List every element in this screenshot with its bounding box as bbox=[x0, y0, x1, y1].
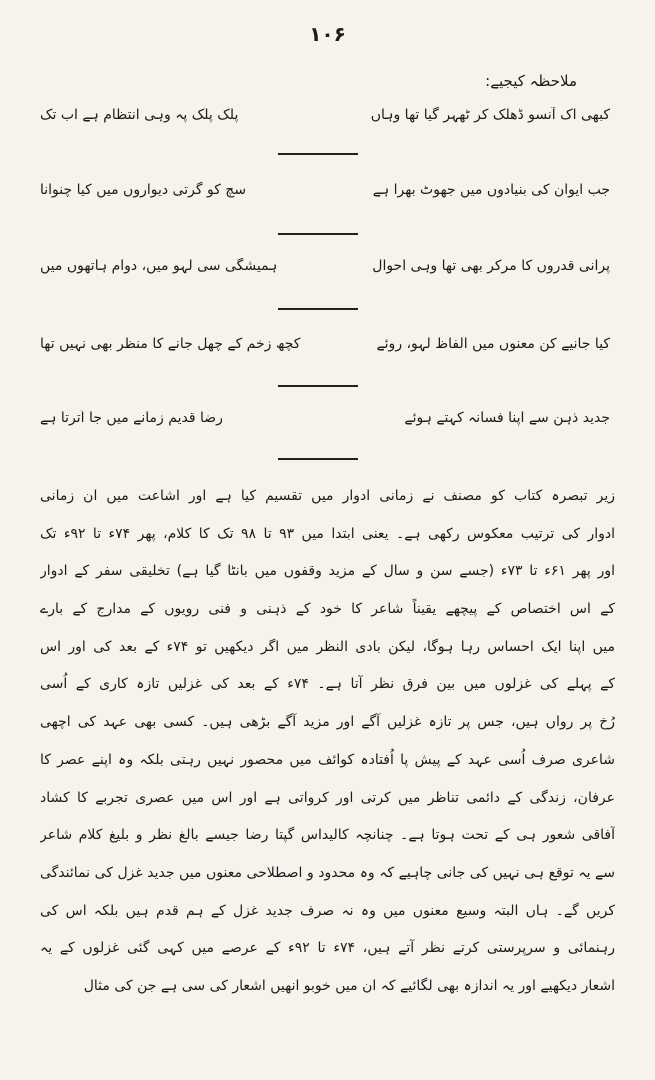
prose-line: رہنمائی و سرپرستی کرتے نظر آتے ہیں، ۷۴ء تا ۹۲ء کے عرصے میں کہی گئی غزلوں کے یہ bbox=[40, 940, 615, 957]
couplet-second-line: ہمیشگی سی لہو میں، دوام ہاتھوں میں bbox=[40, 258, 278, 274]
couplet-second-line: کچھ زخم کے چھل جانے کا منظر بھی نہیں تھا bbox=[40, 336, 301, 352]
prose-line: میں اپنا ایک احساس رہا ہوگا، لیکن بادی النظر میں اگر دیکھیں تو ۷۴ء کے بعد کی اور اس bbox=[40, 638, 615, 655]
couplet-first-line: کبھی اک آنسو ڈھلک کر ٹھہر گیا تھا وہاں bbox=[370, 107, 610, 123]
couplet-first-line: کیا جانیے کن معنوں میں الفاظ لہو، روئے bbox=[376, 336, 610, 352]
couplet bbox=[40, 336, 610, 370]
couplet bbox=[40, 258, 610, 292]
separator-rule bbox=[278, 385, 358, 387]
prose-line: کے اس اختصاص کے پیچھے یقیناً شاعر کا خود کے ذہنی و فنی رویوں کے مدارج کے بارے bbox=[40, 601, 615, 618]
prose-line: کے پہلے کی غزلوں میں بین فرق نظر آتا ہے۔ ۷۴ء کے بعد کی غزلیں تازہ کاری کے اُسی bbox=[40, 676, 615, 693]
prose-line: سے یہ توقع ہی نہیں کی جانی چاہیے کہ وہ محدود و اصطلاحی معنوں میں جدید غزل کی نمائندگی bbox=[40, 864, 615, 881]
prose-line: عرفان، زندگی کے دائمی تناظر میں کرتی اور کرواتی ہے اور اس میں عصری تجربے کا کشاد bbox=[40, 789, 615, 806]
prose-line: اور پھر ۶۱ء تا ۷۳ء (جسے سن و سال کے مزید وقفوں میں بانٹا گیا ہے) تخلیقی سفر کے ادوار bbox=[40, 563, 615, 580]
prose-line: شاعری صرف اُسی عہد کے پیش پا اُفتادہ کوائف میں محصور نہیں رہتی بلکہ وہ اپنے عصر کا bbox=[40, 751, 615, 768]
prose-line: رُخ پر رواں ہیں، جس پر تازہ غزلیں آگے اور مزید آگے بڑھی ہیں۔ کسی بھی عہد کی اچھی bbox=[40, 714, 615, 731]
couplet-first-line: جب ایوان کی بنیادوں میں جھوٹ بھرا ہے bbox=[372, 182, 610, 198]
separator-rule bbox=[278, 458, 358, 460]
couplet bbox=[40, 107, 610, 141]
separator-rule bbox=[278, 308, 358, 310]
prose-line: آفاقی شعور ہی کے تحت ہوتا ہے۔ چنانچہ کالیداس گپتا رضا جیسے بالغ نظر و بلیغ کلام شاعر bbox=[40, 827, 615, 844]
prose-line: زیر تبصرہ کتاب کو مصنف نے زمانی ادوار میں تقسیم کیا ہے اور اشاعت میں ان زمانی bbox=[40, 488, 615, 504]
couplet-first-line: جدید ذہن سے اپنا فسانہ کہتے ہوئے bbox=[404, 410, 610, 426]
prose-line: کریں گے۔ ہاں البتہ وسیع معنوں میں وہ نہ صرف جدید غزل کے ہم قدم ہیں بلکہ اس کی bbox=[40, 902, 615, 919]
prose-line: ادوار کی ترتیب معکوس رکھی ہے۔ یعنی ابتدا میں ۹۳ تا ۹۸ تک کا کلام، پھر ۷۴ء تا ۹۲ء تک bbox=[40, 525, 615, 542]
prose-paragraph bbox=[40, 478, 615, 1006]
couplet-first-line: پرانی قدروں کا مرکر بھی تھا وہی احوال bbox=[372, 258, 610, 274]
prose-line: اشعار دیکھیے اور یہ اندازہ بھی لگائیے کہ ان میں خوبو انھیں اشعار کی سی ہے جن کی مثال bbox=[83, 977, 615, 994]
separator-rule bbox=[278, 233, 358, 235]
couplet bbox=[40, 182, 610, 216]
couplet-second-line: رِضا قدیم زمانے میں جا اُترتا ہے bbox=[40, 410, 223, 426]
separator-rule bbox=[278, 153, 358, 155]
intro-heading: ملاحظہ کیجیے: bbox=[485, 72, 577, 90]
couplet bbox=[40, 410, 610, 444]
page-number: ۱۰۶ bbox=[309, 22, 346, 46]
couplet-second-line: پلک پلک پہ وہی انتظام ہے اب تک bbox=[40, 107, 239, 123]
couplet-second-line: سچ کو گرتی دیواروں میں کیا چنوانا bbox=[40, 182, 247, 198]
